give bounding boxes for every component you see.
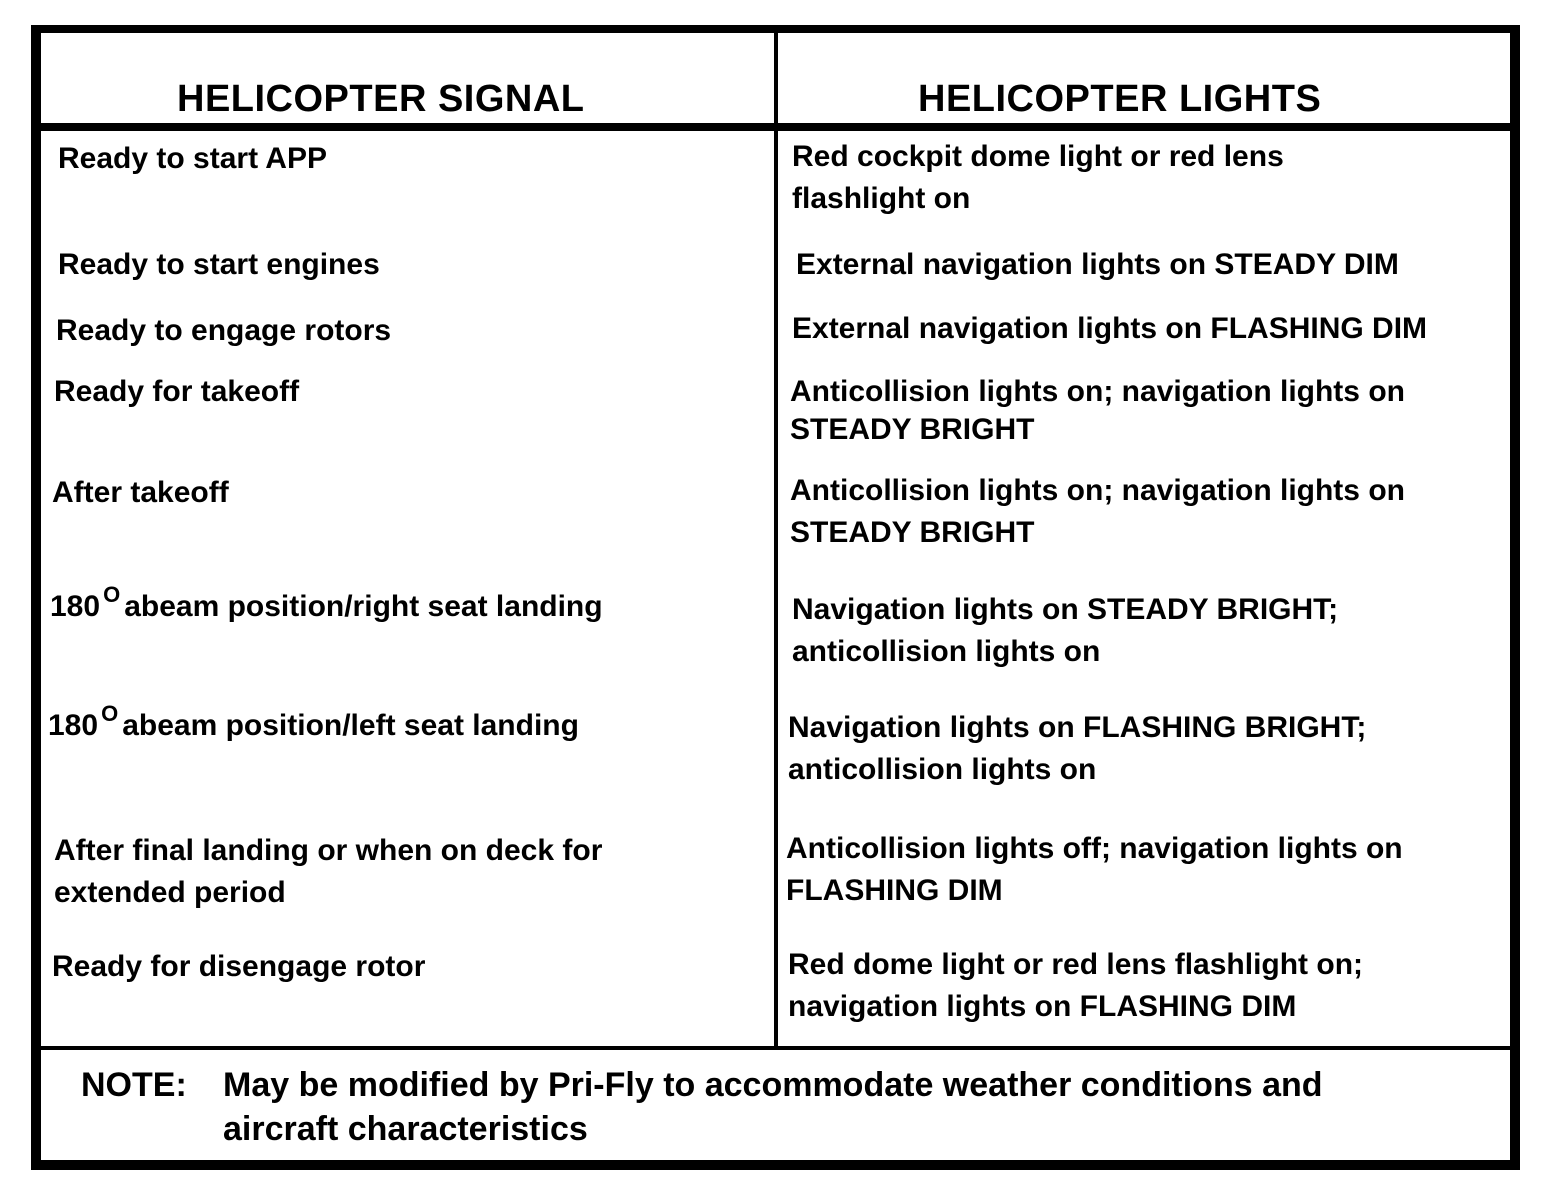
note-label: NOTE: — [81, 1066, 187, 1104]
signal-line: Ready for disengage rotor — [52, 950, 426, 983]
degree-symbol: O — [103, 582, 121, 607]
lights-line: External navigation lights on STEADY DIM — [796, 248, 1399, 281]
lights-line: Red dome light or red lens flashlight on; — [788, 948, 1364, 981]
signal-line: After final landing or when on deck for — [54, 834, 603, 867]
signal-ready-disengage-rotor — [52, 946, 425, 988]
note-line: May be modified by Pri-Fly to accommodate weather conditions and — [223, 1066, 1323, 1104]
header-divider — [41, 123, 1510, 131]
signal-ready-start-app — [58, 138, 327, 180]
signal-text: abeam position/right seat landing — [124, 590, 603, 623]
degree-symbol: O — [101, 701, 119, 726]
column-divider — [774, 33, 778, 1048]
signal-line: extended period — [54, 876, 286, 909]
lights-after-final-landing — [786, 828, 1403, 912]
signal-line: After takeoff — [52, 476, 229, 509]
lights-180-right-seat — [792, 589, 1338, 673]
lights-line: anticollision lights on — [792, 635, 1101, 668]
lights-180-left-seat — [788, 707, 1366, 791]
signal-line: Ready to start engines — [58, 248, 380, 281]
signal-ready-for-takeoff — [54, 373, 299, 411]
lights-line: Red cockpit dome light or red lens — [792, 140, 1284, 173]
signal-line: Ready to start APP — [58, 142, 327, 175]
signal-line: Ready for takeoff — [54, 375, 300, 408]
note-text — [223, 1063, 1323, 1151]
signal-180-right-seat — [50, 582, 603, 630]
signal-after-final-landing — [54, 830, 602, 914]
lights-line: Anticollision lights off; navigation lights on — [786, 832, 1403, 865]
header-lights: HELICOPTER LIGHTS — [918, 78, 1322, 120]
lights-ready-start-app — [792, 136, 1284, 220]
lights-ready-disengage-rotor — [788, 944, 1363, 1028]
signal-after-takeoff — [52, 472, 229, 514]
signal-line — [48, 701, 579, 749]
lights-line: FLASHING DIM — [786, 874, 1003, 907]
lights-line: Navigation lights on STEADY BRIGHT; — [792, 593, 1339, 626]
lights-line: External navigation lights on FLASHING DIM — [792, 312, 1428, 345]
lights-line: Navigation lights on FLASHING BRIGHT; — [788, 711, 1367, 744]
header-signal: HELICOPTER SIGNAL — [177, 78, 585, 120]
lights-ready-for-takeoff — [790, 373, 1405, 449]
signal-ready-engage-rotors — [56, 310, 391, 352]
signal-number: 180 — [50, 590, 101, 623]
signal-line — [50, 582, 603, 630]
signal-text: abeam position/left seat landing — [122, 709, 579, 742]
lights-line: Anticollision lights on; navigation lights on — [790, 474, 1405, 507]
lights-line: navigation lights on FLASHING DIM — [788, 990, 1297, 1023]
signal-line: Ready to engage rotors — [56, 314, 392, 347]
signal-number: 180 — [48, 709, 99, 742]
note-divider — [41, 1046, 1510, 1050]
table-frame — [31, 25, 1520, 1170]
signal-180-left-seat — [48, 701, 579, 749]
lights-after-takeoff — [790, 470, 1405, 554]
lights-ready-engage-rotors — [792, 308, 1427, 350]
lights-line: flashlight on — [792, 182, 971, 215]
lights-line: anticollision lights on — [788, 753, 1097, 786]
lights-line: STEADY BRIGHT — [790, 516, 1035, 549]
signal-ready-start-engines — [58, 244, 380, 286]
lights-ready-start-engines — [796, 244, 1399, 286]
lights-line: STEADY BRIGHT — [790, 413, 1035, 446]
table-body — [41, 33, 1510, 1160]
lights-line: Anticollision lights on; navigation lights on — [790, 375, 1405, 408]
note-line: aircraft characteristics — [223, 1110, 588, 1148]
